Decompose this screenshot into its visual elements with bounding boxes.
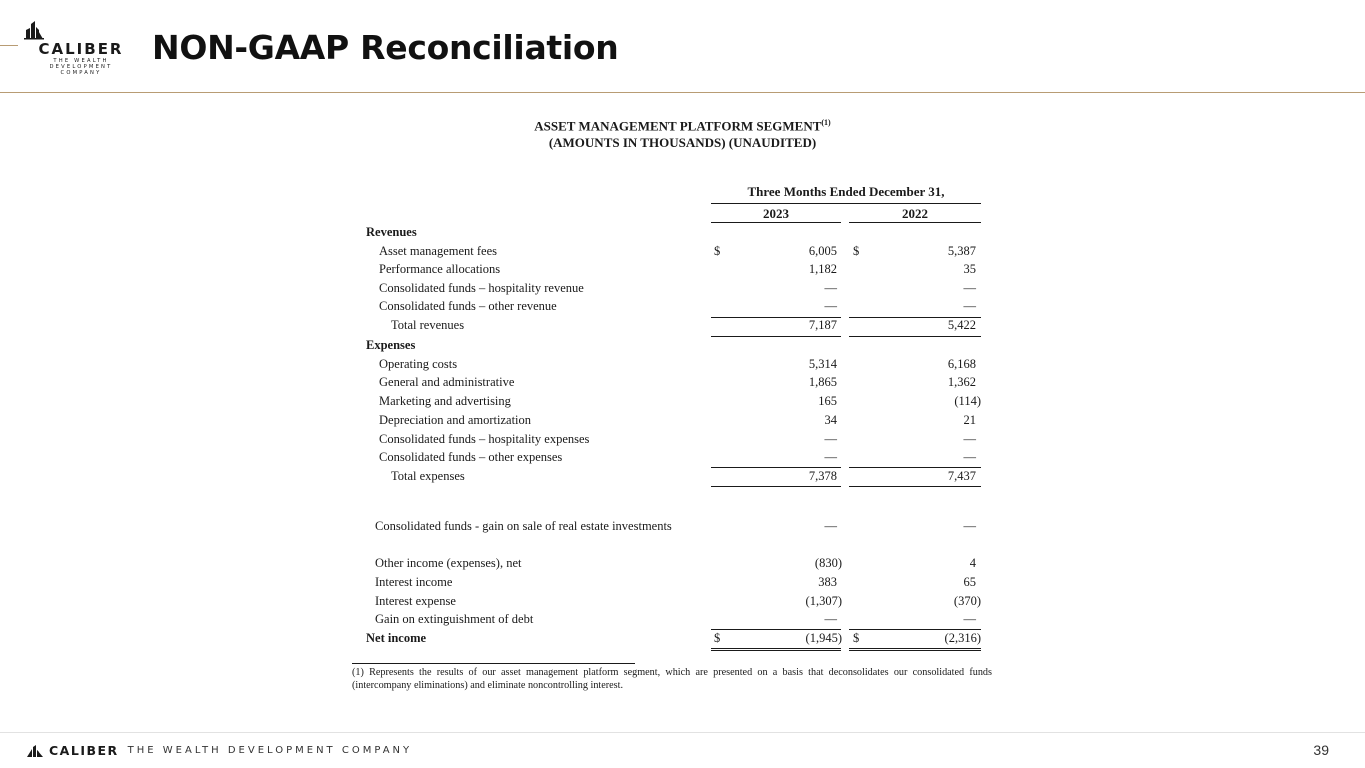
row-label: Other income (expenses), net xyxy=(375,556,522,570)
footer-logo-name: CALIBER xyxy=(49,743,119,758)
building-logo-icon xyxy=(22,18,46,40)
currency-symbol: $ xyxy=(853,244,860,258)
period-header: Three Months Ended December 31, xyxy=(747,184,945,199)
currency-symbol: $ xyxy=(714,244,721,258)
value-2022: — xyxy=(963,281,976,295)
value-2022: 1,362 xyxy=(947,375,976,389)
value-2023: (1,307) xyxy=(805,594,842,608)
table-row xyxy=(366,448,986,466)
table-row-net-income xyxy=(366,629,986,647)
currency-symbol: $ xyxy=(714,631,721,645)
value-2022: — xyxy=(963,299,976,313)
table-row xyxy=(366,554,986,572)
footer-divider xyxy=(0,732,1365,733)
row-label: Interest income xyxy=(375,575,453,589)
value-2022: 4 xyxy=(969,556,976,570)
value-2023: 1,865 xyxy=(808,375,837,389)
table-row-section-expenses xyxy=(366,336,986,354)
row-label: Expenses xyxy=(366,338,416,352)
double-underline-rule xyxy=(849,648,981,649)
table-row-section-revenues xyxy=(366,223,986,241)
value-2022: (2,316) xyxy=(944,631,981,645)
value-2023: 383 xyxy=(818,575,837,589)
double-underline-rule xyxy=(711,648,841,649)
row-label: Gain on extinguishment of debt xyxy=(375,612,534,626)
row-label: Total expenses xyxy=(391,469,465,483)
row-label: Total revenues xyxy=(391,318,465,332)
table-row xyxy=(366,297,986,315)
row-label: Consolidated funds – other revenue xyxy=(379,299,557,313)
value-2022: 21 xyxy=(963,413,976,427)
row-label: Net income xyxy=(366,631,427,645)
value-2022: 65 xyxy=(963,575,976,589)
double-underline-rule xyxy=(849,650,981,651)
page-number: 39 xyxy=(1313,742,1329,758)
column-header-2022: 2022 xyxy=(902,206,928,221)
value-2022: (370) xyxy=(953,594,981,608)
value-2022: 6,168 xyxy=(947,357,976,371)
table-row-total xyxy=(366,316,986,334)
table-row xyxy=(366,573,986,591)
table-row xyxy=(366,373,986,391)
value-2023: (830) xyxy=(814,556,842,570)
footnote: (1) Represents the results of our asset management platform segment, which are presented on a basis that deconsolidates our consolidated funds (intercompany eliminations) and eliminate noncontrolling interest. xyxy=(352,667,992,691)
column-header-2023: 2023 xyxy=(763,206,789,221)
table-row xyxy=(366,260,986,278)
row-label: Consolidated funds – hospitality expenses xyxy=(379,432,590,446)
value-2022: 5,387 xyxy=(947,244,976,258)
building-logo-icon xyxy=(26,744,44,758)
table-row xyxy=(366,392,986,410)
row-label: Depreciation and amortization xyxy=(379,413,532,427)
table-row xyxy=(366,592,986,610)
value-2023: — xyxy=(824,281,837,295)
row-label: Operating costs xyxy=(379,357,458,371)
row-label: Revenues xyxy=(366,225,417,239)
value-2022: 35 xyxy=(963,262,976,276)
total-rule xyxy=(849,486,981,487)
value-2022: — xyxy=(963,519,976,533)
caliber-logo xyxy=(22,18,140,76)
value-2022: (114) xyxy=(954,394,981,408)
row-label: Asset management fees xyxy=(379,244,498,258)
table-row xyxy=(366,411,986,429)
row-label: Interest expense xyxy=(375,594,456,608)
header-accent-line xyxy=(0,45,18,46)
value-2023: (1,945) xyxy=(805,631,842,645)
table-row xyxy=(366,355,986,373)
value-2023: — xyxy=(824,612,837,626)
value-2023: 34 xyxy=(824,413,837,427)
value-2022: 7,437 xyxy=(947,469,976,483)
value-2022: — xyxy=(963,450,976,464)
title-footnote-marker: (1) xyxy=(821,118,831,127)
table-row xyxy=(366,242,986,260)
logo-name: CALIBER xyxy=(38,40,124,58)
total-rule xyxy=(711,486,841,487)
row-label: Consolidated funds – hospitality revenue xyxy=(379,281,584,295)
row-label: Consolidated funds - gain on sale of real estate investments xyxy=(375,519,672,533)
value-2023: 6,005 xyxy=(808,244,837,258)
page-title: NON-GAAP Reconciliation xyxy=(152,28,619,67)
currency-symbol: $ xyxy=(853,631,860,645)
footer-tagline: THE WEALTH DEVELOPMENT COMPANY xyxy=(127,745,413,756)
table-title: ASSET MANAGEMENT PLATFORM SEGMENT$^{(1)}$ xyxy=(534,118,831,134)
logo-tagline: THE WEALTH DEVELOPMENT xyxy=(49,58,113,70)
row-label: Marketing and advertising xyxy=(379,394,511,408)
table-row xyxy=(366,610,986,628)
value-2023: 5,314 xyxy=(808,357,837,371)
table-row xyxy=(366,430,986,448)
period-rule xyxy=(711,203,981,204)
row-label: Performance allocations xyxy=(379,262,501,276)
value-2022: — xyxy=(963,432,976,446)
value-2022: 5,422 xyxy=(947,318,976,332)
value-2023: — xyxy=(824,519,837,533)
value-2023: 1,182 xyxy=(808,262,837,276)
logo-tagline-company: COMPANY xyxy=(60,70,102,76)
value-2022: — xyxy=(963,612,976,626)
value-2023: — xyxy=(824,432,837,446)
row-label: General and administrative xyxy=(379,375,515,389)
table-row xyxy=(366,517,986,535)
value-2023: 7,187 xyxy=(808,318,837,332)
table-subtitle: (AMOUNTS IN THOUSANDS) (UNAUDITED) xyxy=(548,135,817,150)
footnote-divider xyxy=(352,663,635,664)
row-label: Consolidated funds – other expenses xyxy=(379,450,563,464)
footer-logo xyxy=(26,743,412,758)
double-underline-rule xyxy=(711,650,841,651)
value-2023: — xyxy=(824,299,837,313)
value-2023: 7,378 xyxy=(808,469,837,483)
table-row xyxy=(366,279,986,297)
table-row-total xyxy=(366,467,986,485)
value-2023: 165 xyxy=(818,394,837,408)
value-2023: — xyxy=(824,450,837,464)
header-divider xyxy=(0,92,1365,93)
